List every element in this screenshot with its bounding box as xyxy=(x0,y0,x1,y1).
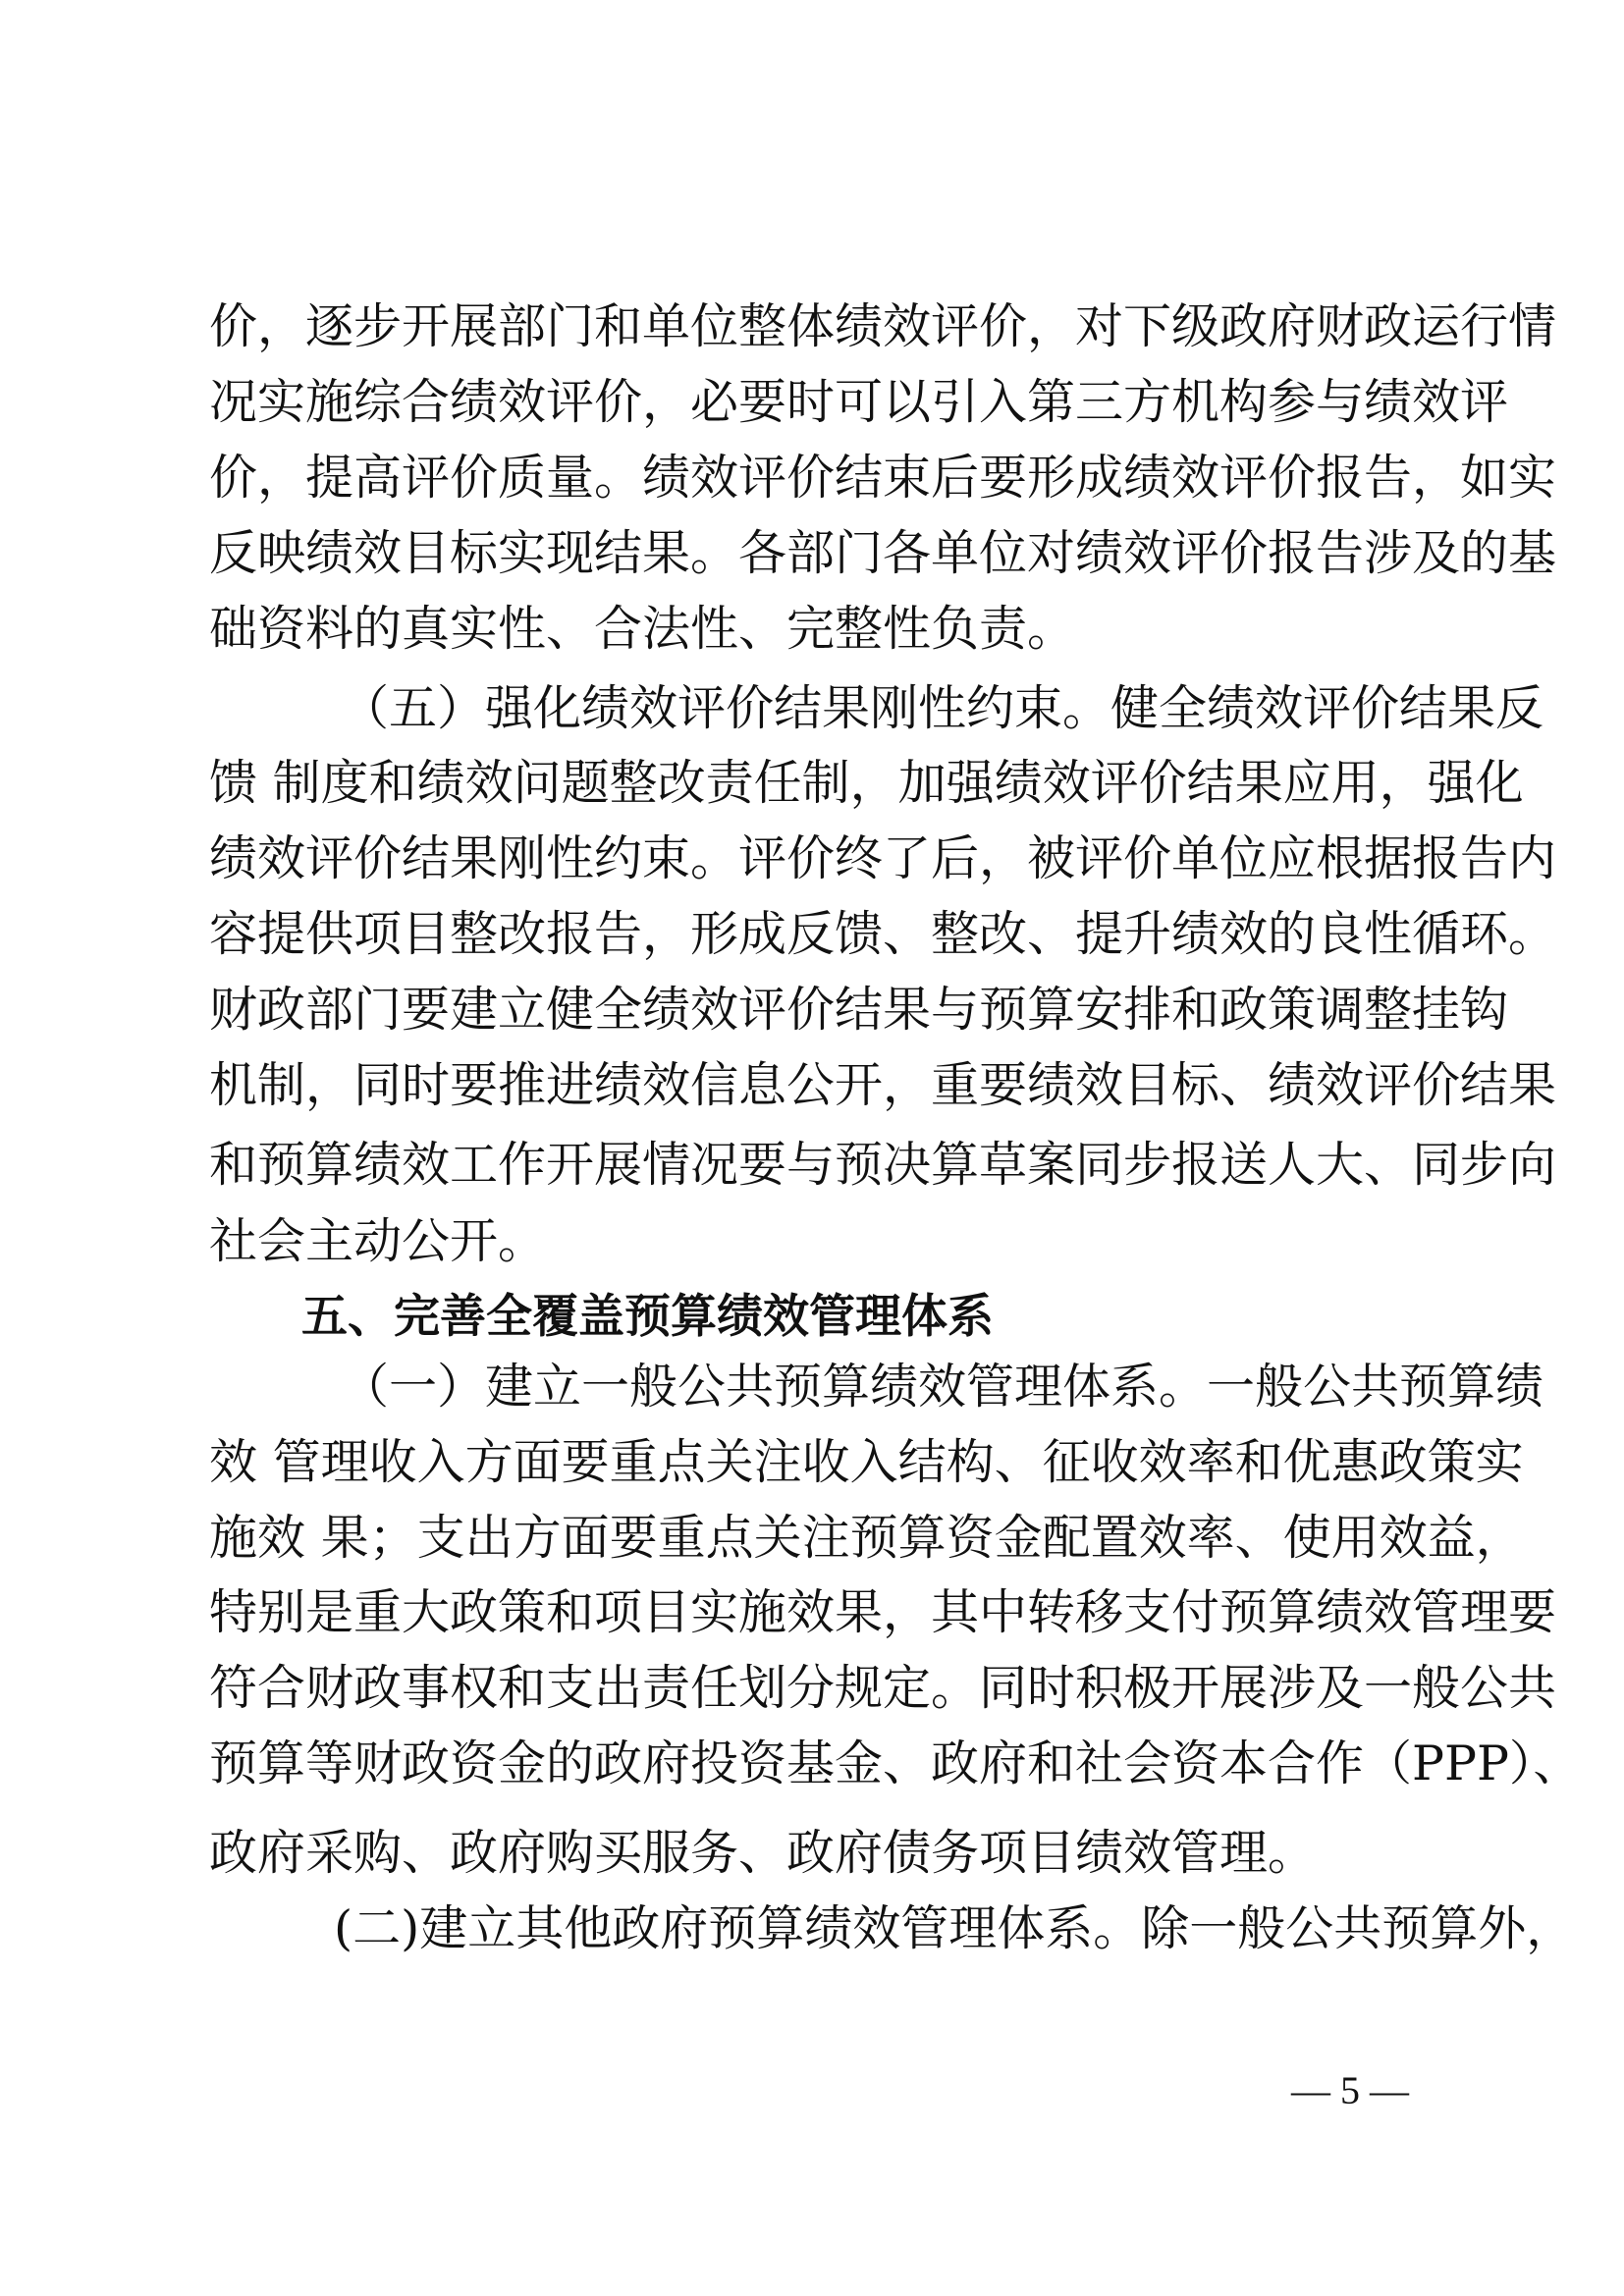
text-line: 预算等财政资金的政府投资基金、政府和社会资本合作（PPP）、 xyxy=(209,1735,1582,1791)
paragraph-first-line: (二)建立其他政府预算绩效管理体系。除一般公共预算外， xyxy=(334,1900,1575,1956)
text-line: 机制，同时要推进绩效信息公开，重要绩效目标、绩效评价结果 xyxy=(209,1057,1557,1113)
text-line: 和预算绩效工作开展情况要与预决算草案同步报送人大、同步向 xyxy=(209,1137,1557,1193)
text-line: 政府采购、政府购买服务、政府债务项目绩效管理。 xyxy=(209,1825,1317,1881)
text-line: 绩效评价结果刚性约束。评价终了后，被评价单位应根据报告内 xyxy=(209,830,1557,886)
text-line: 反映绩效目标实现结果。各部门各单位对绩效评价报告涉及的基 xyxy=(209,525,1557,581)
paragraph-first-line: （五）强化绩效评价结果刚性约束。健全绩效评价结果反 xyxy=(341,680,1544,736)
text-line: 价，提高评价质量。绩效评价结束后要形成绩效评价报告，如实 xyxy=(209,450,1557,506)
paragraph-first-line: （一）建立一般公共预算绩效管理体系。一般公共预算绩 xyxy=(341,1359,1544,1415)
text-line: 价，逐步开展部门和单位整体绩效评价，对下级政府财政运行情 xyxy=(209,298,1557,354)
text-line: 效 管理收入方面要重点关注收入结构、征收效率和优惠政策实 xyxy=(209,1434,1524,1490)
text-line: 况实施综合绩效评价，必要时可以引入第三方机构参与绩效评 xyxy=(209,374,1509,430)
text-line: 符合财政事权和支出责任划分规定。同时积极开展涉及一般公共 xyxy=(209,1660,1557,1716)
text-line: 馈 制度和绩效问题整改责任制，加强绩效评价结果应用，强化 xyxy=(209,755,1524,811)
page-number: — 5 — xyxy=(1291,2068,1409,2112)
text-line: 财政部门要建立健全绩效评价结果与预算安排和政策调整挂钩 xyxy=(209,982,1509,1038)
text-line: 容提供项目整改报告，形成反馈、整改、提升绩效的良性循环。 xyxy=(209,906,1557,962)
section-heading: 五、完善全覆盖预算绩效管理体系 xyxy=(301,1290,994,1344)
text-line: 社会主动公开。 xyxy=(209,1213,547,1269)
text-line: 特别是重大政策和项目实施效果，其中转移支付预算绩效管理要 xyxy=(209,1584,1557,1640)
text-line: 础资料的真实性、合法性、完整性负责。 xyxy=(209,601,1076,657)
text-line: 施效 果；支出方面要重点关注预算资金配置效率、使用效益， xyxy=(209,1510,1524,1566)
